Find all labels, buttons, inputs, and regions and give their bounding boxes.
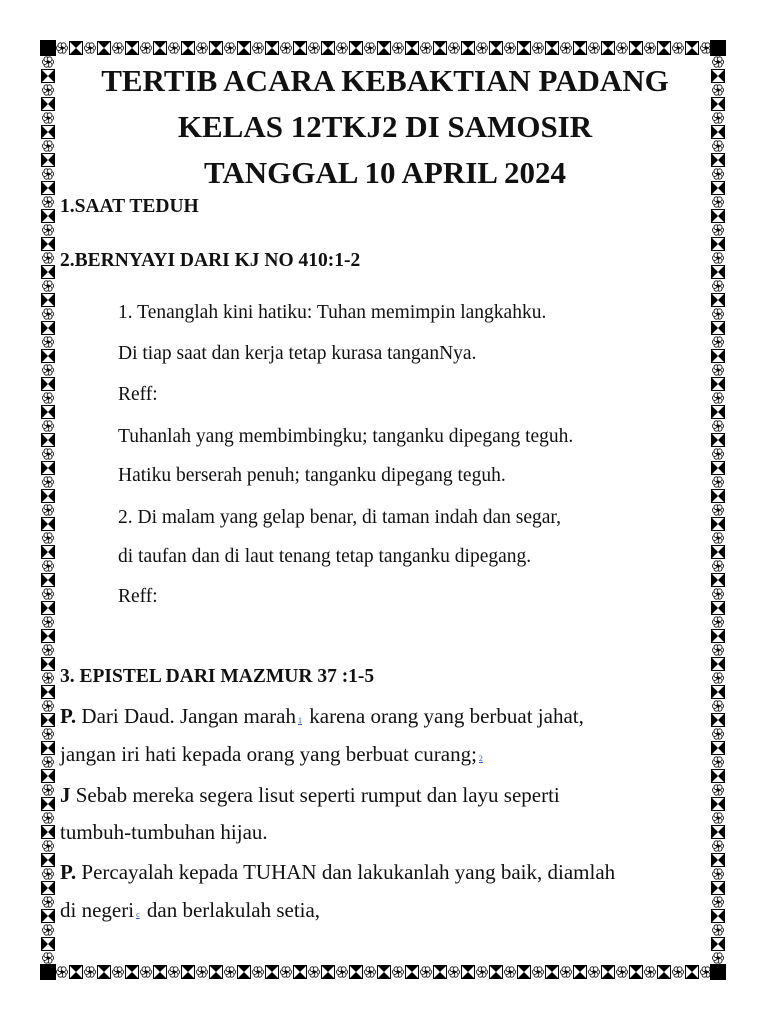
epistel-line [60,704,584,729]
song-reff-line-1: Tuhanlah yang membimbingku; tanganku dipegang teguh. [118,426,574,447]
speaker-marker: J [60,783,71,807]
epistel-text: karena orang yang berbuat jahat, [304,704,584,728]
border-left-ornament [40,40,56,980]
song-verse-2-line-1: 2. Di malam yang gelap benar, di taman indah dan segar, [118,507,561,528]
epistel-text: Sebab mereka segera lisut seperti rumput dan layu seperti [70,783,560,807]
section-heading-epistel: 3. EPISTEL DARI MAZMUR 37 :1-5 [60,666,375,687]
epistel-text: di negeri [60,898,135,922]
speaker-marker: P. [60,704,77,728]
footnote-link[interactable]: 1 [298,716,302,725]
epistel-line [60,783,560,808]
border-corner [710,964,726,980]
song-reff-line-2: Hatiku berserah penuh; tanganku dipegang teguh. [118,465,506,486]
epistel-text: Percayalah kepada TUHAN dan lakukanlah yang baik, diamlah [76,860,616,884]
document-title [60,58,710,196]
song-verse-1-line-1: 1. Tenanglah kini hatiku: Tuhan memimpin langkahku. [118,302,547,323]
song-verse-1-line-2: Di tiap saat dan kerja tetap kurasa tanganNya. [118,343,477,364]
song-reff-label-2: Reff: [118,586,158,607]
epistel-line [60,860,615,885]
song-verse-2-line-2: di taufan dan di laut tenang tetap tanganku dipegang. [118,546,532,567]
epistel-text: dan berlakulah setia, [141,898,321,922]
epistel-line [60,742,485,767]
epistel-text: jangan iri hati kepada orang yang berbuat curang; [60,742,477,766]
footnote-link[interactable]: 2 [478,754,483,763]
epistel-line [60,820,268,845]
border-corner [710,40,726,56]
epistel-line [60,898,320,923]
border-corner [40,964,56,980]
border-top-ornament [40,40,726,56]
section-heading-bernyanyi: 2.BERNYAYI DARI KJ NO 410:1-2 [60,250,361,271]
title-line-2: KELAS 12TKJ2 DI SAMOSIR [177,109,593,144]
section-heading-saat-teduh: 1.SAAT TEDUH [60,196,199,217]
footnote-link[interactable]: c [136,910,140,919]
border-bottom-ornament [40,964,726,980]
title-line-3: TANGGAL 10 APRIL 2024 [203,155,566,190]
border-right-ornament [710,40,726,980]
speaker-marker: P. [60,860,77,884]
song-reff-label: Reff: [118,384,158,405]
epistel-text: tumbuh-tumbuhan hijau. [60,820,268,844]
border-corner [40,40,56,56]
title-line-1: TERTIB ACARA KEBAKTIAN PADANG [101,63,669,98]
epistel-text: Dari Daud. Jangan marah [76,704,296,728]
